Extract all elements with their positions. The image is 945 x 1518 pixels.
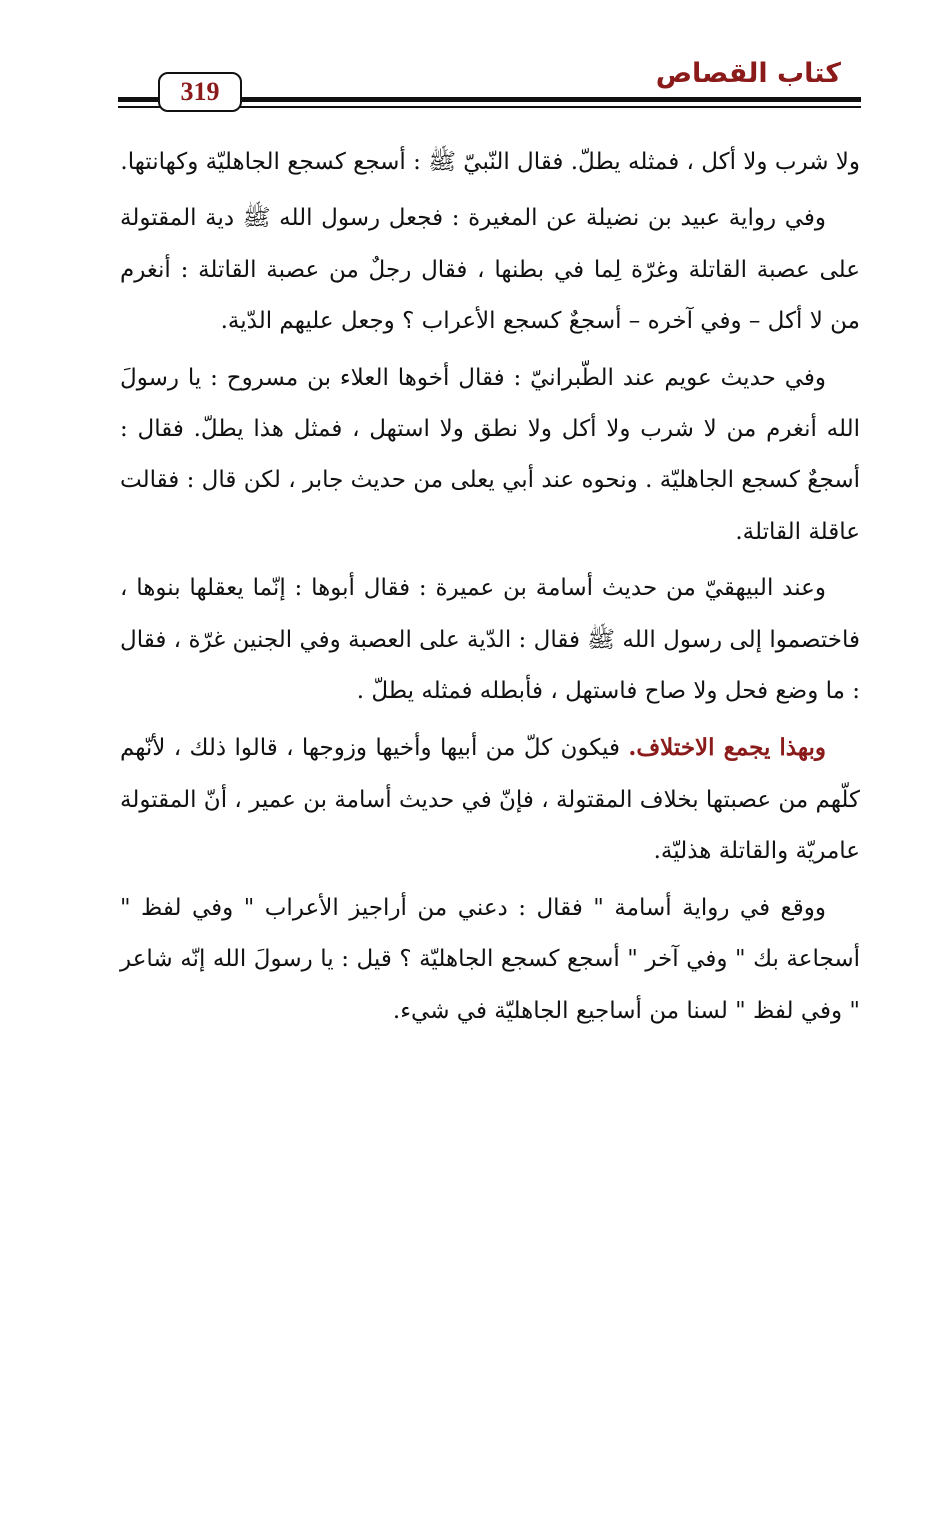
page-header: [118, 50, 861, 120]
chapter-title: كتاب القصاص: [655, 58, 841, 89]
paragraph: وعند البيهقيّ من حديث أسامة بن عميرة : فقال أبوها : إنّما يعقلها بنوها ، فاختصموا إلى رسول الله ﷺ فقال : الدّية على العصبة وفي الجنين غرّة ، فقال : ما وضع فحل ولا صاح فاستهل ، فأبطله فمثله يطلّ .: [120, 575, 860, 705]
paragraph: ولا شرب ولا أكل ، فمثله يطلّ. فقال النّبيّ ﷺ : أسجع كسجع الجاهليّة وكهانتها.: [120, 149, 860, 175]
page-number: 319: [158, 72, 242, 112]
page-content: [120, 137, 860, 1042]
paragraph: وفي رواية عبيد بن نضيلة عن المغيرة : فجعل رسول الله ﷺ دية المقتولة على عصبة القاتلة وغرّة لِما في بطنها ، فقال رجلٌ من عصبة القاتلة : أنغرم من لا أكل – وفي آخره – أسجعٌ كسجع الأعراب ؟ وجعل عليهم الدّية.: [120, 205, 860, 335]
paragraph: وفي حديث عويم عند الطّبرانيّ : فقال أخوها العلاء بن مسروح : يا رسولَ الله أنغرم من لا شرب ولا أكل ولا نطق ولا استهل ، فمثل هذا يطلّ. فقال : أسجعٌ كسجع الجاهليّة . ونحوه عند أبي يعلى من حديث جابر ، لكن قال : فقالت عاقلة القاتلة.: [120, 364, 860, 545]
paragraph: ووقع في رواية أسامة " فقال : دعني من أراجيز الأعراب " وفي لفظ " أسجاعة بك " وفي آخر " أسجع كسجع الجاهليّة ؟ قيل : يا رسولَ الله إنّه شاعر " وفي لفظ " لسنا من أساجيع الجاهليّة في شيء.: [120, 894, 860, 1024]
paragraph: [120, 722, 860, 877]
paragraph-text: فيكون كلّ من أبيها وأخيها وزوجها ، قالوا ذلك ، لأنّهم كلّهم من عصبتها بخلاف المقتولة ، فإنّ في حديث أسامة بن عمير ، أنّ المقتولة عامريّة والقاتلة هذليّة.: [120, 735, 861, 865]
highlighted-phrase: وبهذا يجمع الاختلاف.: [628, 734, 826, 762]
